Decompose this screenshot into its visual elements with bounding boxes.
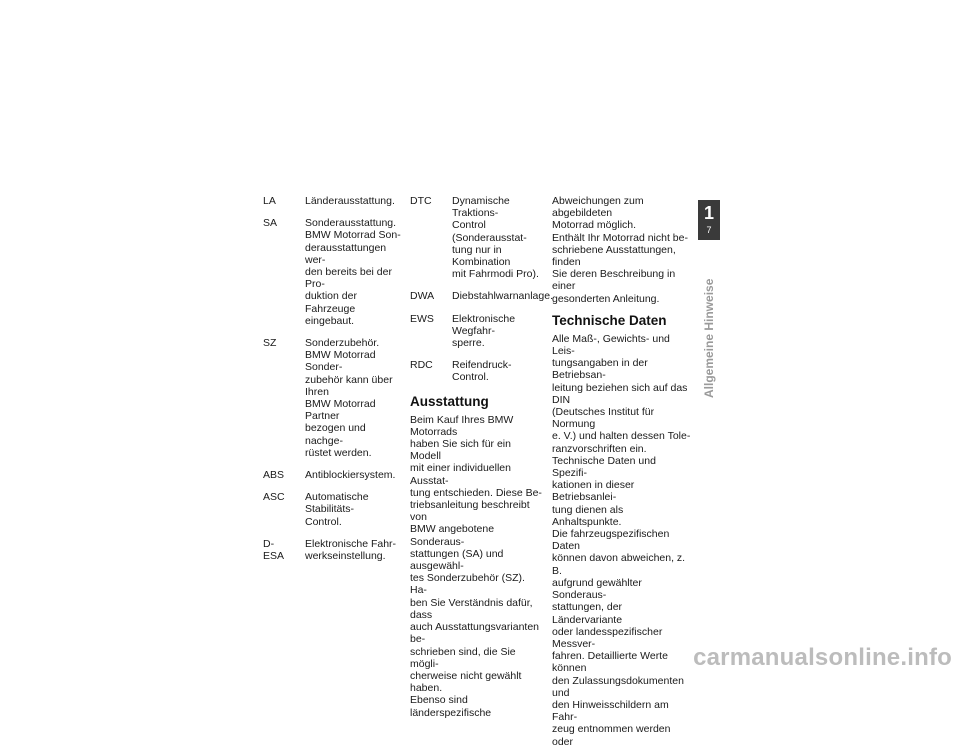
abbreviation-definition: Antiblockiersystem. [305, 469, 396, 482]
abbreviation-entry-ews [410, 313, 544, 350]
body-paragraph: Abweichungen zum abgebildeten Motorrad möglich. Enthält Ihr Motorrad nicht be- schriebene Ausstattungen, finden Sie deren Beschreibung in einer gesonderten Anleitung. [552, 195, 688, 305]
abbreviation: LA [263, 195, 276, 207]
chapter-title-vertical: Allgemeine Hinweise [702, 278, 716, 398]
abbreviation: ASC [263, 491, 285, 504]
chapter-number: 1 [703, 203, 714, 223]
abbreviation-column-1 [263, 195, 403, 572]
abbreviation-entry-la [263, 195, 403, 207]
abbreviation: DWA [410, 290, 435, 303]
body-paragraph: Beim Kauf Ihres BMW Motorrads haben Sie sich für ein Modell mit einer individuellen Ausstat- tung entschieden. Diese Be- triebsanleitung beschreibt von BMW angebotene Sonderaus- stattungen (SA) und ausgewähl- tes Sonderzubehör (SZ). Ha- ben Sie Verständnis dafür, dass auch Ausstattungsvarianten be- schrieben sind, die Sie mögli- cherweise nicht gewählt haben. Ebenso sind länderspezifische [410, 413, 542, 719]
watermark: carmanualsonline.info [693, 644, 952, 671]
abbreviation: ABS [263, 469, 285, 482]
abbreviation: D- ESA [263, 537, 285, 563]
abbreviation: SA [263, 217, 278, 230]
section-heading-technische-daten: Technische Daten [552, 312, 667, 328]
body-paragraph: Alle Maß-, Gewichts- und Leis- tungsangaben in der Betriebsan- leitung beziehen sich auf das DIN (Deutsches Institut für Normung e. V.) und halten dessen Tole- ranzvorschriften ein. Technische Daten und Spezifi- kationen in dieser Betriebsanlei- tung dienen als Anhaltspunkte. Die fahrzeugspezifischen Daten können davon abweichen, z. B. aufgrund gewählter Sonderaus- stattungen, der Ländervariante oder landesspezifischer Messver- fahren. Detaillierte Werte können den Zulassungsdokumenten und den Hinweisschildern am Fahr- zeug entnommen werden oder [552, 332, 691, 748]
abbreviation-entry-dtc [410, 195, 544, 280]
abbreviation-entry-sa [263, 217, 403, 327]
abbreviation-entry-asc [263, 491, 403, 528]
abbreviation-definition: Automatische Stabilitäts- Control. [305, 491, 369, 528]
abbreviation-definition: Dynamische Traktions- Control (Sonderausstat- tung nur in Kombination mit Fahrmodi Pro). [452, 195, 539, 281]
abbreviation-definition: Länderausstattung. [305, 195, 395, 207]
chapter-tab [698, 200, 720, 240]
abbreviation: RDC [410, 359, 433, 372]
abbreviation-definition: Sonderausstattung. BMW Motorrad Son- derausstattungen wer- den bereits bei der Pro- duktion der Fahrzeuge eingebaut. [305, 217, 401, 327]
abbreviation-column-2 [410, 195, 553, 719]
abbreviation: EWS [410, 312, 434, 325]
abbreviation-definition: Diebstahlwarnanlage. [452, 290, 553, 303]
abbreviation-entry-abs [263, 469, 403, 481]
abbreviation: DTC [410, 195, 432, 207]
page-number: 7 [706, 225, 712, 235]
abbreviation-entry-rdc [410, 359, 544, 383]
abbreviation-entry-sz [263, 337, 403, 459]
abbreviation-definition: Elektronische Wegfahr- sperre. [452, 312, 516, 350]
section-heading-ausstattung: Ausstattung [410, 393, 489, 409]
abbreviation-entry-dwa [410, 290, 553, 303]
abbreviation-definition: Sonderzubehör. BMW Motorrad Sonder- zubehör kann über Ihren BMW Motorrad Partner bezogen und nachge- rüstet werden. [305, 337, 393, 459]
abbreviation-definition: Elektronische Fahr- werkseinstellung. [305, 537, 397, 563]
abbreviation: SZ [263, 337, 277, 350]
abbreviation-entry-desa [263, 538, 403, 562]
abbreviation-definition: Reifendruck-Control. [452, 359, 512, 384]
